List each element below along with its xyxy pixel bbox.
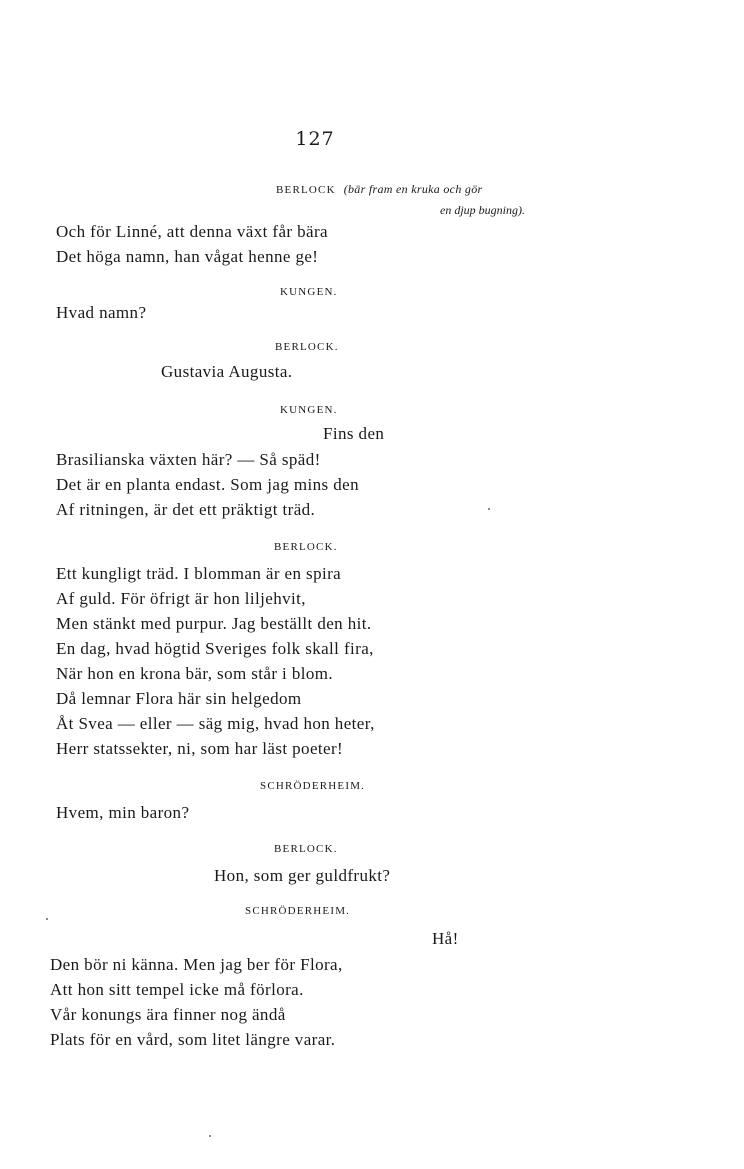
- verse-line: En dag, hvad högtid Sveriges folk skall fira,: [56, 639, 374, 658]
- verse-line: Vår konungs ära finner nog ändå: [50, 1005, 286, 1024]
- speaker-schroderheim-1: SCHRÖDERHEIM.: [260, 780, 366, 792]
- speaker-kungen-2: KUNGEN.: [280, 404, 338, 416]
- verse-line: Herr statssekter, ni, som har läst poeter!: [56, 739, 344, 758]
- speaker-berlock-4: BERLOCK.: [274, 843, 338, 855]
- stage-direction-continued: en djup bugning).: [440, 203, 525, 217]
- stage-direction: (bär fram en kruka och gör: [343, 182, 483, 196]
- verse-line: Åt Svea — eller — säg mig, hvad hon heter,: [56, 714, 375, 733]
- verse-line: Men stänkt med purpur. Jag beställt den hit.: [56, 614, 372, 633]
- verse-line: Då lemnar Flora här sin helgedom: [56, 689, 302, 708]
- verse-line: Hå!: [432, 929, 459, 948]
- page-speck: [46, 918, 48, 920]
- verse-line: Brasilianska växten här? — Så späd!: [56, 450, 321, 469]
- page-number: 127: [295, 128, 335, 150]
- verse-line: Ett kungligt träd. I blomman är en spira: [56, 564, 342, 583]
- verse-line: Det höga namn, han vågat henne ge!: [56, 247, 319, 266]
- verse-line: Plats för en vård, som litet längre varar.: [50, 1030, 336, 1049]
- speaker-berlock-1: [276, 182, 482, 197]
- speaker-schroderheim-2: SCHRÖDERHEIM.: [245, 905, 351, 917]
- verse-line: Fins den: [323, 424, 385, 443]
- verse-line: Hvad namn?: [56, 303, 147, 322]
- speaker-berlock-2: BERLOCK.: [275, 341, 339, 353]
- verse-line: Och för Linné, att denna växt får bära: [56, 222, 328, 241]
- verse-line: Att hon sitt tempel icke må förlora.: [50, 980, 304, 999]
- verse-line: Det är en planta endast. Som jag mins den: [56, 475, 359, 494]
- verse-line: När hon en krona bär, som står i blom.: [56, 664, 334, 683]
- speaker-kungen-1: KUNGEN.: [280, 286, 338, 298]
- speaker-name: BERLOCK: [276, 184, 336, 196]
- verse-line: Gustavia Augusta.: [161, 362, 293, 381]
- page-speck: [209, 1135, 211, 1137]
- verse-line: Den bör ni känna. Men jag ber för Flora,: [50, 955, 343, 974]
- verse-line: Af guld. För öfrigt är hon liljehvit,: [56, 589, 306, 608]
- verse-line: Hvem, min baron?: [56, 803, 190, 822]
- verse-line: Af ritningen, är det ett präktigt träd.: [56, 500, 316, 519]
- page-speck: [488, 508, 490, 510]
- speaker-berlock-3: BERLOCK.: [274, 541, 338, 553]
- verse-line: Hon, som ger guldfrukt?: [214, 866, 391, 885]
